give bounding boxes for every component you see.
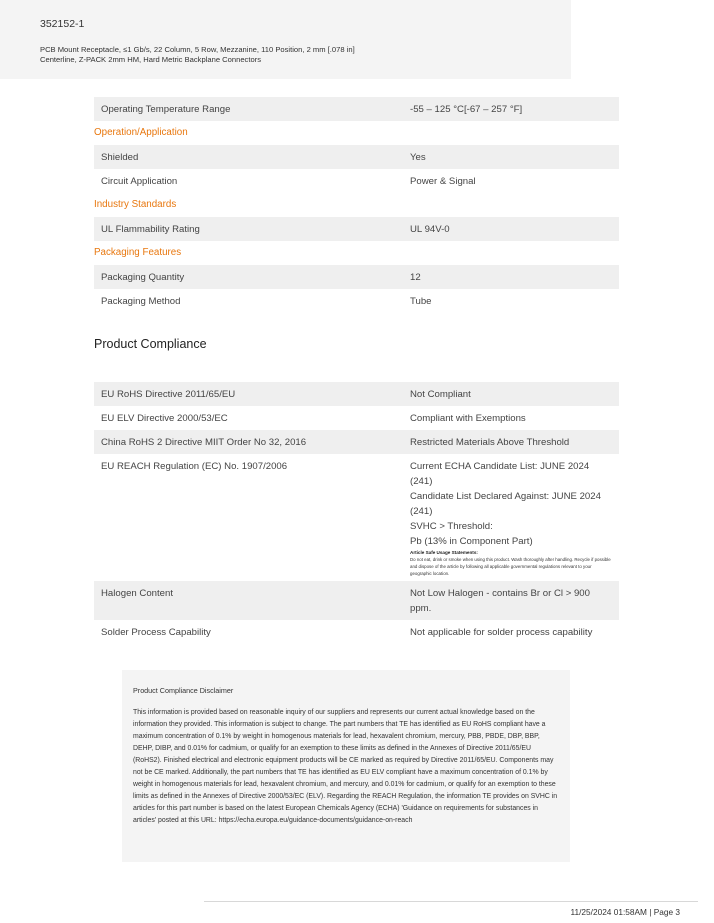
- compliance-value: Compliant with Exemptions: [410, 413, 526, 424]
- spec-value: Tube: [410, 296, 432, 307]
- spec-row-circuit-application: [94, 169, 619, 193]
- compliance-label: Halogen Content: [101, 588, 174, 599]
- disclaimer-body: This information is provided based on reasonable inquiry of our suppliers and represents our current actual knowledge based on the information they provided. This information is subject to change. The part numbers that TE has identified as EU RoHS compliant have a maximum concentration of 0.1% by weight in homogenous materials for lead, hexavalent chromium, mercury, PBB, PBDE, DBP, BBP, DEHP, DIBP, and 0.01% for cadmium, or qualify for an exemption to these limits as defined in the Annexes of Directive 2011/65/EU (RoHS2). Finished electrical and electronic equipment products will be CE marked as required by Directive 2011/65/EU. Components may not be CE marked. Additionally, the part numbers that TE has identified as EU ELV compliant have a maximum concentration of 0.1% by weight in homogenous materials for lead, hexavalent chromium, and mercury, and 0.01% for cadmium, or qualify for an exemption to these limits as defined in the Annexes of Directive 2000/53/EC (ELV). Regarding the REACH Regulation, the information TE provides on SVHC in articles for this part number is based on the latest European Chemicals Agency (ECHA) 'Guidance on requirements for substances in articles' posted at this URL: https://echa.europa.eu/guidance-documents/guidance-on-reach: [133, 709, 558, 824]
- compliance-row-china-rohs: [94, 430, 619, 454]
- compliance-value: Not Low Halogen - contains Br or Cl > 900 ppm.: [410, 588, 590, 614]
- compliance-disclaimer: [122, 670, 570, 862]
- reach-declared-against: Candidate List Declared Against: JUNE 2024 (241): [410, 491, 601, 517]
- spec-value: -55 – 125 °C[-67 – 257 °F]: [410, 104, 523, 115]
- compliance-label: China RoHS 2 Directive MIIT Order No 32, 2016: [101, 437, 307, 448]
- document-header: [0, 0, 571, 79]
- section-operation-application: Operation/Application: [94, 127, 188, 138]
- spec-row-shielded: [94, 145, 619, 169]
- safe-usage-text: Do not eat, drink or smoke when using this product. Wash thoroughly after handling. Recycle if possible and dispose of the article by following all applicable governmental regulations relevant to your geographic location.: [410, 557, 611, 576]
- safe-usage-title: Article Safe Usage Statements:: [410, 550, 478, 555]
- spec-label: UL Flammability Rating: [101, 224, 200, 235]
- compliance-value: [410, 459, 619, 577]
- disclaimer-title: Product Compliance Disclaimer: [133, 686, 234, 695]
- spec-label: Packaging Method: [101, 296, 181, 307]
- spec-value: Yes: [410, 152, 426, 163]
- compliance-row-solder: [94, 620, 619, 644]
- spec-value: 12: [410, 272, 421, 283]
- compliance-row-halogen: [94, 581, 619, 620]
- part-number: 352152-1: [40, 18, 85, 30]
- spec-row-operating-temp: [94, 97, 619, 121]
- spec-row-ul-flammability: [94, 217, 619, 241]
- footer-timestamp-page: 11/25/2024 01:58AM | Page 3: [570, 907, 680, 917]
- compliance-row-eu-reach: [94, 454, 619, 581]
- spec-row-packaging-method: [94, 289, 619, 313]
- compliance-row-eu-rohs: [94, 382, 619, 406]
- compliance-value: Restricted Materials Above Threshold: [410, 437, 570, 448]
- spec-label: Operating Temperature Range: [101, 104, 231, 115]
- compliance-label: EU REACH Regulation (EC) No. 1907/2006: [101, 461, 288, 472]
- section-industry-standards: Industry Standards: [94, 199, 177, 210]
- part-description: PCB Mount Receptacle, ≤1 Gb/s, 22 Column, 5 Row, Mezzanine, 110 Position, 2 mm [.078 in] Centerline, Z-PACK 2mm HM, Hard Metric Backplane Connectors: [40, 45, 355, 64]
- spec-content: [94, 97, 619, 644]
- product-compliance-heading: Product Compliance: [94, 337, 207, 351]
- section-packaging-features: Packaging Features: [94, 247, 182, 258]
- compliance-label: EU RoHS Directive 2011/65/EU: [101, 389, 236, 400]
- spec-value: UL 94V-0: [410, 224, 450, 235]
- compliance-label: EU ELV Directive 2000/53/EC: [101, 413, 228, 424]
- spec-label: Shielded: [101, 152, 139, 163]
- spec-value: Power & Signal: [410, 176, 476, 187]
- spec-label: Packaging Quantity: [101, 272, 185, 283]
- reach-svhc-substance: Pb (13% in Component Part): [410, 536, 533, 547]
- reach-candidate-list: Current ECHA Candidate List: JUNE 2024 (241): [410, 461, 590, 487]
- compliance-label: Solder Process Capability: [101, 627, 211, 638]
- footer-divider: [204, 901, 698, 902]
- reach-svhc-threshold: SVHC > Threshold:: [410, 521, 493, 532]
- spec-label: Circuit Application: [101, 176, 178, 187]
- compliance-value: Not Compliant: [410, 389, 471, 400]
- compliance-row-eu-elv: [94, 406, 619, 430]
- spec-row-packaging-quantity: [94, 265, 619, 289]
- compliance-value: Not applicable for solder process capability: [410, 627, 593, 638]
